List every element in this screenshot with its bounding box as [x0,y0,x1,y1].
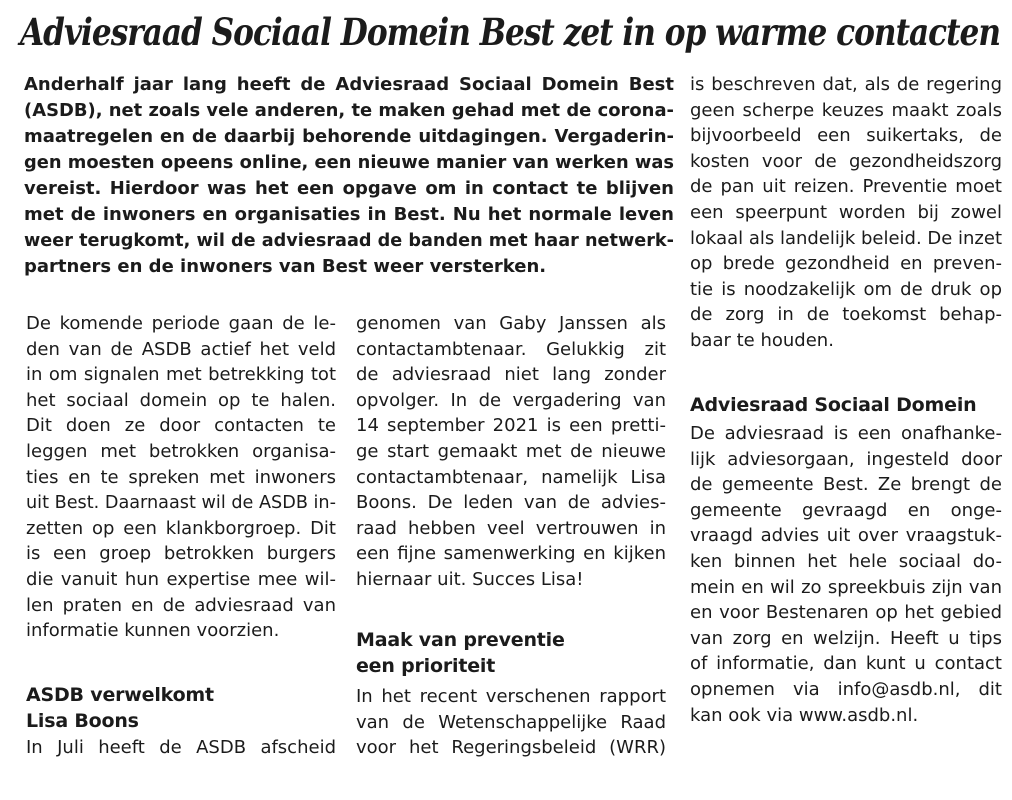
body-line: en voor Bestenaren op het gebied [690,602,1002,624]
subheading-adviesraad [690,392,976,418]
body-line: tie is noodzakelijk om de druk op [690,278,1002,300]
body-line: contactambtenaar, namelijk Lisa [356,466,666,488]
body-line: genomen van Gaby Janssen als [356,313,666,334]
intro-line: partners en de inwoners van Best weer versterken. [24,256,547,277]
body-line: Dit doen ze door contacten te [26,415,336,437]
column-1-body [26,311,336,644]
body-line: is beschreven dat, als de regering [690,74,1002,95]
body-line: een fijne samenwerking en kijken [356,543,666,565]
body-line: in om signalen met betrekking tot [26,364,336,386]
subheading-line: Maak van preventie [356,629,565,651]
body-line: opnemen via info@asdb.nl, dit [690,678,1002,700]
body-line: de pan uit reizen. Preventie moet [690,176,1002,198]
intro-line: Anderhalf jaar lang heeft de Adviesraad Sociaal Domein Best [24,74,674,95]
body-line: lokaal als landelijk beleid. De inzet [690,227,1003,249]
body-line: van de Wetenschappelijke Raad [356,711,666,733]
body-line: voor het Regeringsbeleid (WRR) [356,737,666,759]
column-2-continuation [356,684,666,761]
body-line: den van de ASDB actief het veld [26,338,336,360]
body-line: De adviesraad is een onafhanke- [690,423,1002,444]
intro-line: (ASDB), net zoals vele anderen, te maken gehad met de corona- [24,100,674,121]
body-line: kan ook via www.asdb.nl. [690,704,919,726]
subheading-line: een prioriteit [356,655,496,677]
body-line: geen scherpe keuzes maakt zoals [690,99,1002,121]
body-line: hiernaar uit. Succes Lisa! [356,568,584,590]
body-line: op brede gezondheid en preven- [690,253,1002,275]
body-line: vraagd advies uit over vraagstuk- [690,525,1002,547]
intro-line: vereist. Hierdoor was het een opgave om in contact te blijven [24,178,674,199]
body-line: een speerpunt worden bij zowel [690,201,1002,223]
article-intro [24,72,674,280]
body-line: de adviesraad niet lang zonder [356,364,666,386]
body-line: mein en wil zo spreekbuis zijn van [690,576,1002,598]
intro-line: maatregelen en de daarbij behorende uitdagingen. Vergaderin- [24,126,674,147]
body-line: zetten op een klankborgroep. Dit [26,517,336,539]
intro-line: gen moesten opeens online, een nieuwe manier van werken was [24,152,674,173]
intro-line: met de inwoners en organisaties in Best. Nu het normale leven [24,204,674,225]
body-line: contactambtenaar. Gelukkig zit [356,338,666,360]
body-line: bijvoorbeeld een suikertaks, de [690,125,1002,147]
column-3-continuation [690,421,1002,728]
body-line: baar te houden. [690,329,834,351]
body-line: of informatie, dan kunt u contact [690,653,1002,675]
body-line: De komende periode gaan de le- [26,313,336,334]
subheading-line: Adviesraad Sociaal Domein [690,394,977,416]
article-headline: Adviesraad Sociaal Domein Best zet in op warme contacten [20,10,1000,54]
body-line: raad hebben veel vertrouwen in [356,517,666,539]
body-line: van zorg en welzijn. Heeft u tips [690,627,1002,649]
body-line: kosten voor de gezondheidszorg [690,150,1002,172]
body-line: informatie kunnen voorzien. [26,620,280,642]
body-line: gemeente gevraagd en onge- [690,499,1002,521]
column-1-continuation [26,735,336,761]
body-line: len praten en de adviesraad van [26,594,336,616]
body-line: lijk adviesorgaan, ingesteld door [690,448,1002,470]
body-line: In Juli heeft de ASDB afscheid [26,737,336,758]
column-2-body [356,311,666,593]
intro-line: weer terugkomt, wil de adviesraad de banden met haar netwerk- [24,230,674,251]
body-line: In het recent verschenen rapport [356,686,666,707]
body-line: het sociaal domein op te halen. [26,389,336,411]
body-line: 14 september 2021 is een pretti- [356,415,666,437]
body-line: ken binnen het hele sociaal do- [690,550,1002,572]
subheading-preventie [356,627,565,679]
subheading-line: Lisa Boons [26,710,139,732]
body-line: is een groep betrokken burgers [26,543,336,565]
body-line: die vanuit hun expertise mee wil- [26,568,336,590]
column-3-body [690,72,1002,354]
body-line: opvolger. In de vergadering van [356,389,666,411]
body-line: de gemeente Best. Ze brengt de [690,474,1002,496]
body-line: ge start gemaakt met de nieuwe [356,440,666,462]
body-line: de zorg in de toekomst behap- [690,304,1002,326]
subheading-asdb-verwelkomt [26,682,214,734]
body-line: uit Best. Daarnaast wil de ASDB in- [26,492,336,514]
body-line: leggen met betrokken organisa- [26,440,336,462]
subheading-line: ASDB verwelkomt [26,684,214,706]
body-line: ties en te spreken met inwoners [26,466,336,488]
body-line: Boons. De leden van de advies- [356,492,666,514]
